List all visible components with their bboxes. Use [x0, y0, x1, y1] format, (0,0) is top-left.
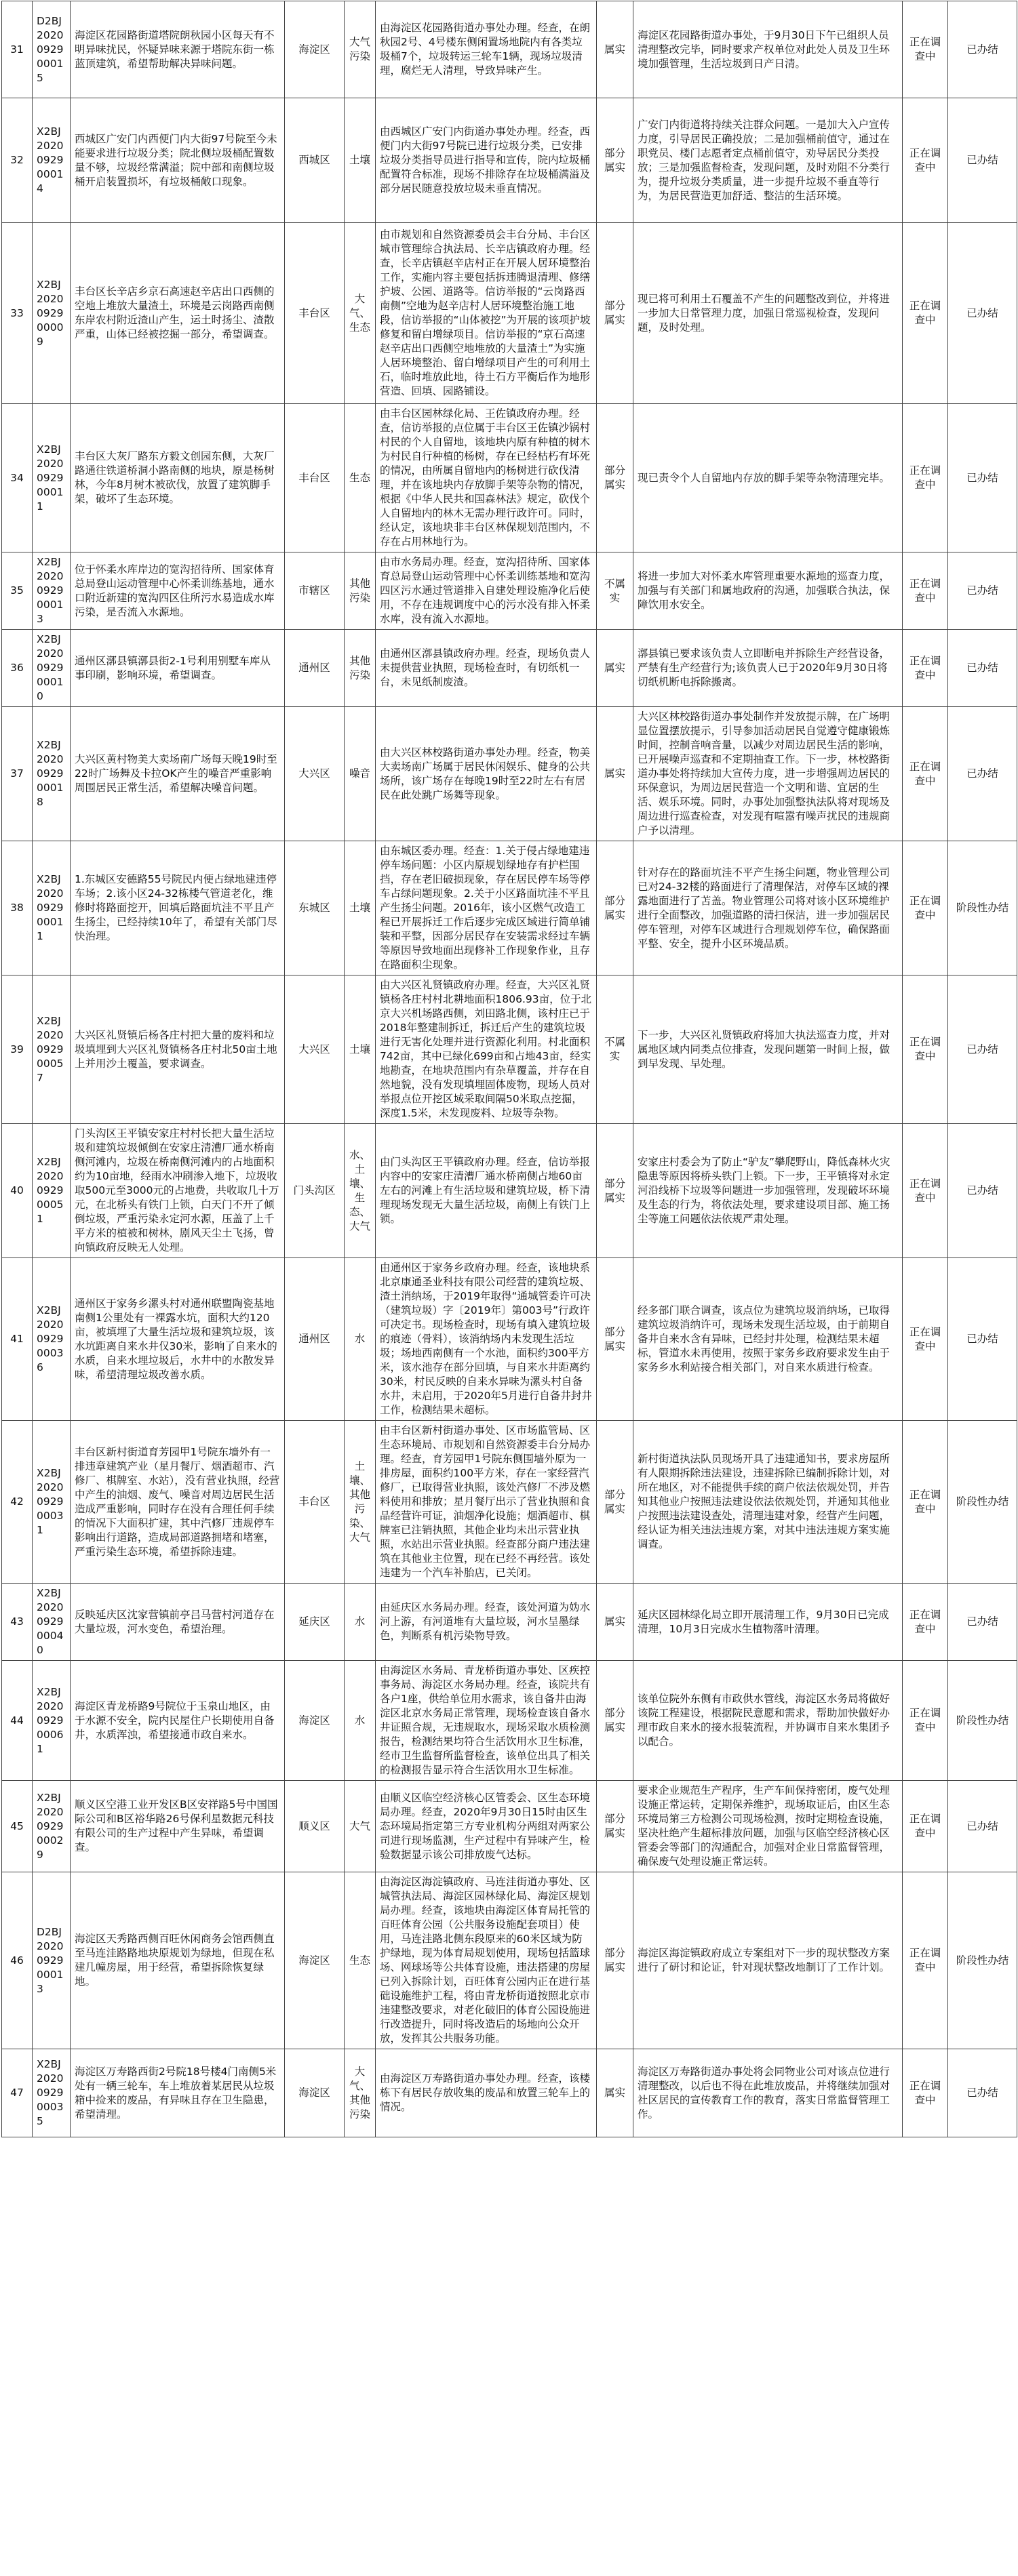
investigation-status: 正在调查中 — [903, 1, 948, 98]
complaint-text: 丰台区长辛店乡京石高速赵辛店出口西侧的空地上堆放大量渣土，环境是云岗路西南侧东岸农村附近渣山产生，运土时扬尘、渣散严重，山体已经被挖掘一部分，希望调查。 — [71, 223, 285, 404]
row-number: 44 — [2, 1661, 33, 1781]
remediation-action: 现已责令个人自留地内存放的脚手架等杂物清理完毕。 — [633, 404, 903, 552]
investigation-status: 正在调查中 — [903, 630, 948, 707]
row-number: 47 — [2, 2049, 33, 2137]
row-number: 41 — [2, 1258, 33, 1421]
case-id: X2BJ2020092900018 — [33, 707, 71, 841]
remediation-action: 安家庄村委会为了防止“驴友”攀爬野山，降低森林火灾隐患等原因将桥头铁门上锁。下一步，王平镇将对永定河沿线桥下垃圾等问题进一步加强管理，发现破坏环境及生态的行为，将依法处理，要求建设项目部、施工扬尘等施工问题依法依规严肃处理。 — [633, 1124, 903, 1258]
district: 海淀区 — [285, 1661, 345, 1781]
case-id: X2BJ2020092900036 — [33, 1258, 71, 1421]
case-id: D2BJ2020092900013 — [33, 1872, 71, 2049]
investigation-status: 正在调查中 — [903, 552, 948, 630]
pollution-type: 大气、其他污染 — [345, 2049, 376, 2137]
district: 市辖区 — [285, 552, 345, 630]
table-row — [2, 404, 1017, 552]
case-id: X2BJ2020092900010 — [33, 630, 71, 707]
remediation-action: 海淀区海淀镇政府成立专案组对下一步的现状整改方案进行了研讨和论证，针对现状整改地制订了工作计划。 — [633, 1872, 903, 2049]
remediation-action: 大兴区林校路街道办事处制作并发放提示牌，在广场明显位置摆放提示，引导参加活动居民自觉遵守健康锻炼时间，控制音响音量，以减少对周边居民生活的影响，已开展噪声巡查和不定期抽查工作。下一步，林校路街道办事处将持续加大宣传力度，进一步增强周边居民的环保意识，为周边居民营造一个文明和谐、宜居的生活、娱乐环境。同时，办事处加强整执法队将对现场及周边进行巡查检查，对发现有喧嚣有噪声扰民的违规商户予以清理。 — [633, 707, 903, 841]
remediation-action: 广安门内街道将持续关注群众问题。一是加大入户宣传力度，引导居民正确投放；二是加强桶前值守，通过在职党员、楼门志愿者定点桶前值守，劝导居民分类投放；三是加强监督检查，发现问题，及时劝阻不分类行为，提升垃圾分类质量，进一步提升垃圾不垂直等行为，为居民营造更加舒适、整洁的生活环境。 — [633, 98, 903, 223]
investigation-status: 正在调查中 — [903, 1661, 948, 1781]
investigation-status: 正在调查中 — [903, 1421, 948, 1584]
investigation-finding: 由通州区于家务乡政府办理。经查，该地块系北京康通圣业科技有限公司经营的建筑垃圾、渣土消纳场，于2019年取得“通城管委许可决（建筑垃圾）字〔2019年〕第003号”行政许可决定书。现场检查时，现场有填入建筑垃圾的痕迹（骨料），该消纳场内未发现生活垃圾；场地西南侧有一个水池，面积约300平方米，该水池存在部分回填，与自来水井距离约30米，村民反映的自来水异味为漯头村自备水井，未启用，于2020年5月进行自备井封井工作，检测结果未超标。 — [376, 1258, 597, 1421]
investigation-finding: 由市规划和自然资源委员会丰台分局、丰台区城市管理综合执法局、长辛店镇政府办理。经查，长辛店镇赵辛店村正在开展人居环境整治工作，实施内容主要包括拆违腾退清理、修缮护坡、公园、道路等。信访举报的“云岗路西南侧”空地为赵辛店村人居环境整治施工地段，信访举报的“山体被挖”为开展的该项护坡修复和留白增绿项目。信访举报的“京石高速赵辛店出口西侧空地堆放的大量渣土”为实施人居环境整治、留白增绿项目产生的可利用土石，临时堆放此地，待土石方平衡后作为地形营造、回填、园路铺设。 — [376, 223, 597, 404]
remediation-action: 将进一步加大对怀柔水库管理重要水源地的巡查力度，加强与有关部门和属地政府的沟通，加强联合执法，保障饮用水安全。 — [633, 552, 903, 630]
case-closure: 已办结 — [948, 1781, 1017, 1872]
verdict: 不属实 — [597, 975, 633, 1124]
table-row — [2, 552, 1017, 630]
row-number: 35 — [2, 552, 33, 630]
investigation-status: 正在调查中 — [903, 707, 948, 841]
verdict: 部分属实 — [597, 1124, 633, 1258]
table-row — [2, 1661, 1017, 1781]
case-closure: 阶段性办结 — [948, 1872, 1017, 2049]
investigation-status: 正在调查中 — [903, 841, 948, 975]
remediation-action: 现已将可利用土石覆盖不产生的问题整改到位，并将进一步加大日常管理力度，加强日常巡视检查，发现问题，及时处理。 — [633, 223, 903, 404]
investigation-finding: 由门头沟区王平镇政府办理。经查，信访举报内容中的安家庄清漕厂通水桥南侧占地60亩左右的河滩上有生活垃圾和建筑垃圾，桥下清理现场发现无大量生活垃圾，南侧上有铁门上锁。 — [376, 1124, 597, 1258]
row-number: 32 — [2, 98, 33, 223]
table-row — [2, 707, 1017, 841]
investigation-status: 正在调查中 — [903, 1872, 948, 2049]
verdict: 属实 — [597, 1, 633, 98]
row-number: 34 — [2, 404, 33, 552]
district: 丰台区 — [285, 404, 345, 552]
complaint-text: 通州区漷县镇漷县街2-1号利用别墅车库从事印刷，影响环境，希望调查。 — [71, 630, 285, 707]
remediation-action: 漷县镇已要求该负责人立即断电并拆除生产经营设备，严禁有生产经营行为;该负责人已于2020年9月30日将切纸机断电拆除搬离。 — [633, 630, 903, 707]
remediation-action: 下一步，大兴区礼贤镇政府将加大执法巡查力度，并对属地区域内同类点位排查，发现问题第一时间上报，做到早发现、早处理。 — [633, 975, 903, 1124]
row-number: 38 — [2, 841, 33, 975]
district: 海淀区 — [285, 1872, 345, 2049]
verdict: 属实 — [597, 707, 633, 841]
complaint-text: 大兴区黄村物美大卖场南广场每天晚19时至22时广场舞及卡拉OK产生的噪音严重影响周围居民正常生活，希望解决噪音问题。 — [71, 707, 285, 841]
district: 大兴区 — [285, 975, 345, 1124]
case-table — [1, 1, 1017, 2137]
complaint-text: 反映延庆区沈家营镇前亭吕马营村河道存在大量垃圾，河水变色，希望治理。 — [71, 1584, 285, 1661]
district: 丰台区 — [285, 1421, 345, 1584]
verdict: 部分属实 — [597, 841, 633, 975]
investigation-status: 正在调查中 — [903, 223, 948, 404]
table-row — [2, 1, 1017, 98]
case-closure: 已办结 — [948, 552, 1017, 630]
complaint-text: 通州区于家务乡漯头村对通州联盟陶瓷基地南侧1公里处有一裸露水坑，面积大约120亩，被填埋了大量生活垃圾和建筑垃圾，该水坑距离自来水井仅30米，影响了自来水的水质，自来水埋垃圾后，水井中的水散发异味，希望清理垃圾改善水质。 — [71, 1258, 285, 1421]
case-id: X2BJ2020092900011 — [33, 841, 71, 975]
case-closure: 已办结 — [948, 1258, 1017, 1421]
row-number: 33 — [2, 223, 33, 404]
row-number: 46 — [2, 1872, 33, 2049]
verdict: 部分属实 — [597, 1781, 633, 1872]
district: 延庆区 — [285, 1584, 345, 1661]
investigation-status: 正在调查中 — [903, 2049, 948, 2137]
row-number: 37 — [2, 707, 33, 841]
pollution-type: 其他污染 — [345, 630, 376, 707]
table-row — [2, 841, 1017, 975]
case-closure: 阶段性办结 — [948, 1661, 1017, 1781]
district: 通州区 — [285, 630, 345, 707]
investigation-status: 正在调查中 — [903, 98, 948, 223]
case-id: X2BJ2020092900014 — [33, 98, 71, 223]
verdict: 部分属实 — [597, 404, 633, 552]
case-id: X2BJ2020092900011 — [33, 404, 71, 552]
verdict: 部分属实 — [597, 1421, 633, 1584]
remediation-action: 海淀区万寿路街道办事处将会同物业公司对该点位进行清理整改，以后也不得在此堆放废品，并将继续加强对社区居民的宣传教育工作的教育，落实日常监督管理工作。 — [633, 2049, 903, 2137]
pollution-type: 水 — [345, 1584, 376, 1661]
remediation-action: 海淀区花园路街道办事处，于9月30日下午已组织人员清理整改完毕，同时要求产权单位对此处人员及卫生环境加强管理，生活垃圾到日产日清。 — [633, 1, 903, 98]
investigation-status: 正在调查中 — [903, 1258, 948, 1421]
pollution-type: 土壤 — [345, 975, 376, 1124]
pollution-type: 其他污染 — [345, 552, 376, 630]
remediation-action: 新村街道执法队员现场开具了违建通知书，要求房屋所有人限期拆除违法建设，违建拆除已编制拆除计划，对所在地区，对不能提供手续的商户依法依规处罚，并告知其他业户按照违法建设依法依规处罚，并通知其他业户按照违法建设查处，清理违建对象，经营产生问题，经认证为相关违法违规方案，对其中违法违规方案实施调查。 — [633, 1421, 903, 1584]
complaint-text: 海淀区万寿路西街2号院18号楼4门南侧5米处有一辆三轮车，车上堆放着某居民从垃圾箱中捡来的废品，有异味且存在卫生隐患，希望清理。 — [71, 2049, 285, 2137]
table-row — [2, 1258, 1017, 1421]
investigation-finding: 由海淀区海淀镇政府、马连洼街道办事处、区城管执法局、海淀区园林绿化局、海淀区规划局办理。经查，该地块由海淀区体育局托管的百旺体育公园（公共服务设施配套项目）使用，马连洼路北侧东段原来的60米区域为防护绿地，现为体育局规划使用，现场包括篮球场、网球场等公共体育设施，违法搭建的房屋已列入拆除计划，百旺体育公园内正在进行基础设施维护工程，将由青龙桥街道按照北京市违建整改要求，对老化破旧的体育公园设施进行改造提升，同时将改造后的场地向公众开放，发挥其公共服务功能。 — [376, 1872, 597, 2049]
district: 海淀区 — [285, 1, 345, 98]
case-closure: 阶段性办结 — [948, 1421, 1017, 1584]
case-id: X2BJ2020092900035 — [33, 2049, 71, 2137]
table-row — [2, 1124, 1017, 1258]
investigation-finding: 由海淀区万寿路街道办事处办理。经查，该楼栋下有居民存放收集的废品和放置三轮车上的情况。 — [376, 2049, 597, 2137]
table-row — [2, 1872, 1017, 2049]
complaint-text: 丰台区大灰厂路东方毅文创园东侧，大灰厂路通往铁道桥洞小路南侧的地块，原是杨树林，今年8月树木被砍伐，放置了建筑脚手架，破坏了生态环境。 — [71, 404, 285, 552]
case-closure: 阶段性办结 — [948, 841, 1017, 975]
remediation-action: 该单位院外东侧有市政供水管线，海淀区水务局将做好该院工程建设，根据院民意愿和需求，帮助加快做好办理市政自来水的接水报装流程，并协调市自来水集团予以配合。 — [633, 1661, 903, 1781]
verdict: 属实 — [597, 1584, 633, 1661]
pollution-type: 噪音 — [345, 707, 376, 841]
investigation-finding: 由大兴区林校路街道办事处办理。经查，物美大卖场南广场属于居民休闲娱乐、健身的公共场所，该广场存在每晚19时至22时左右有居民在此处跳广场舞等现象。 — [376, 707, 597, 841]
case-closure: 已办结 — [948, 975, 1017, 1124]
row-number: 36 — [2, 630, 33, 707]
case-closure: 已办结 — [948, 404, 1017, 552]
investigation-finding: 由丰台区新村街道办事处、区市场监管局、区生态环境局、市规划和自然资源委丰台分局办理。经查，育芳园甲1号院东侧围墙外原为一排房屋，面积约100平方米，存在一家经营汽修厂，已取得营业执照，该处汽修厂不涉及燃料使用和排放；星月餐厅出示了营业执照和食品经营许可证，油烟净化设施；烟酒超市、棋牌室已注销执照，其他企业均未出示营业执照，水站出示营业执照。经查部分商户违法建筑在其他业主位置，现在已经不再经营。该处违建为一个汽车补胎店，已关闭。 — [376, 1421, 597, 1584]
table-row — [2, 1781, 1017, 1872]
remediation-action: 延庆区园林绿化局立即开展清理工作，9月30日已完成清理，10月3日完成水生植物落叶清理。 — [633, 1584, 903, 1661]
case-id: X2BJ2020092900031 — [33, 1421, 71, 1584]
investigation-finding: 由西城区广安门内街道办事处办理。经查，西便门内大街97号院已进行垃圾分类，已安排垃圾分类指导员进行指导和宣传，院内垃圾桶配置符合标准，现场不排除存在垃圾桶满溢及部分居民随意投放垃圾未垂直情况。 — [376, 98, 597, 223]
case-id: X2BJ2020092900040 — [33, 1584, 71, 1661]
verdict: 属实 — [597, 2049, 633, 2137]
verdict: 部分属实 — [597, 1872, 633, 2049]
investigation-finding: 由丰台区园林绿化局、王佐镇政府办理。经查，信访举报的点位属于丰台区王佐镇沙锅村村民的个人自留地，该地块内原有种植的树木为村民自行种植的杨树，存在已经枯朽有坏死的情况，由所属自留地内的杨树进行砍伐清理，并在该地块内存放脚手架等杂物的情况，根据《中华人民共和国森林法》规定，砍伐个人自留地内的林木无需办理行政许可。同时，经认定，该地块非丰台区林保规划范围内，不存在占用林地行为。 — [376, 404, 597, 552]
district: 门头沟区 — [285, 1124, 345, 1258]
case-closure: 已办结 — [948, 707, 1017, 841]
row-number: 43 — [2, 1584, 33, 1661]
district: 丰台区 — [285, 223, 345, 404]
investigation-status: 正在调查中 — [903, 1124, 948, 1258]
investigation-finding: 由延庆区水务局办理。经查，该处河道为妫水河上游，有河道堆有大量垃圾，河水呈墨绿色，判断系有机污染物导致。 — [376, 1584, 597, 1661]
row-number: 45 — [2, 1781, 33, 1872]
table-row — [2, 1421, 1017, 1584]
case-closure: 已办结 — [948, 223, 1017, 404]
pollution-type: 土壤 — [345, 841, 376, 975]
pollution-type: 水 — [345, 1258, 376, 1421]
table-row — [2, 975, 1017, 1124]
pollution-type: 土壤 — [345, 98, 376, 223]
case-table-body — [2, 1, 1017, 2137]
complaint-text: 大兴区礼贤镇后杨各庄村把大量的废料和垃圾填埋到大兴区礼贤镇杨各庄村北50亩土地上并用沙土覆盖，要求调查。 — [71, 975, 285, 1124]
complaint-text: 海淀区天秀路西侧百旺休闲商务会馆西侧直至马连洼路路地块原规划为绿地，但现在私建几幢房屋，用于经营，希望拆除恢复绿地。 — [71, 1872, 285, 2049]
case-closure: 已办结 — [948, 1124, 1017, 1258]
row-number: 42 — [2, 1421, 33, 1584]
verdict: 部分属实 — [597, 98, 633, 223]
investigation-finding: 由东城区委办理。经查：1.关于侵占绿地建违停车场问题：小区内原规划绿地存有护栏围挡，存在老旧破损现象，存在居民停车场等停车占绿问题现象。2.关于小区路面坑洼不平且产生扬尘问题。2016年，该小区燃气改造工程已开展拆迁工作后逐步完成区域进行简单铺装和平整，因部分居民存在安装需求经过车辆等原因导致地面出现修补工作现象作业，且存在路面积尘现象。 — [376, 841, 597, 975]
investigation-finding: 由顺义区临空经济核心区管委会、区生态环境局办理。经查，2020年9月30日15时由区生态环境局指定第三方专业机构分两组对两家公司进行现场监测，生产过程中有异味产生，检验数据显示该公司排放废气达标。 — [376, 1781, 597, 1872]
verdict: 属实 — [597, 630, 633, 707]
verdict: 部分属实 — [597, 1661, 633, 1781]
case-id: X2BJ2020092900061 — [33, 1661, 71, 1781]
case-id: X2BJ2020092900057 — [33, 975, 71, 1124]
table-row — [2, 630, 1017, 707]
investigation-finding: 由海淀区水务局、青龙桥街道办事处、区疾控事务局、海淀区水务局办理。经查，该院共有各户1座，供给单位用水需求，该自备井由海淀区北京水务局正常管理，现场检查该自备水井证照合规，无违规取水，现场采取水质检测报告，检测结果均符合生活饮用水卫生标准，经市卫生监督所监督检查，该单位出具了相关的检测报告显示符合生活饮用水卫生标准。 — [376, 1661, 597, 1781]
case-closure: 已办结 — [948, 630, 1017, 707]
investigation-finding: 由大兴区礼贤镇政府办理。经查，大兴区礼贤镇杨各庄村村北耕地面积1806.93亩，位于北京大兴机场路西侧，刘田路北侧，该村庄已于2018年整建制拆迁，拆迁后产生的建筑垃圾进行无害化处理并进行资源化利用。村北面积742亩，其中已绿化699亩和占地43亩，经实地勘查，在地块范围内有杂草覆盖，并存在自然地貌，没有发现填埋固体废物，现场人员对举报点位开挖区域采取间隔50米取点挖掘，深度1.5米，未发现废料、垃圾等杂物。 — [376, 975, 597, 1124]
pollution-type: 水 — [345, 1661, 376, 1781]
case-closure: 已办结 — [948, 1584, 1017, 1661]
complaint-text: 海淀区青龙桥路9号院位于玉泉山地区，由于水源不安全，院内民屋住户长期使用自备井，水质浑浊，希望接通市政自来水。 — [71, 1661, 285, 1781]
table-row — [2, 1584, 1017, 1661]
complaint-text: 位于怀柔水库岸边的宽沟招待所、国家体育总局登山运动管理中心怀柔训练基地，通水口附近新建的宽沟四区住所污水易造成水库污染，是否流入水源地。 — [71, 552, 285, 630]
row-number: 39 — [2, 975, 33, 1124]
district: 顺义区 — [285, 1781, 345, 1872]
row-number: 31 — [2, 1, 33, 98]
case-id: X2BJ2020092900029 — [33, 1781, 71, 1872]
case-id: D2BJ2020092900015 — [33, 1, 71, 98]
pollution-type: 土壤、其他污染、大气 — [345, 1421, 376, 1584]
investigation-status: 正在调查中 — [903, 1781, 948, 1872]
pollution-type: 生态 — [345, 404, 376, 552]
complaint-text: 门头沟区王平镇安家庄村村长把大量生活垃圾和建筑垃圾倾倒在安家庄清漕厂通水桥南侧河滩内，垃圾在桥南侧河滩内的占地面积约为10亩地，经雨水冲刷渗入地下，垃圾收取500元至3000元的占地费，共收取几十万元，在北桥头有铁门上锁，白天门不开了倾倒垃圾，严重污染永定河水源，压盖了上千平方米的植被和树林，剧风天尘土飞扬，曾向镇政府反映无人处理。 — [71, 1124, 285, 1258]
pollution-type: 生态 — [345, 1872, 376, 2049]
complaint-text: 顺义区空港工业开发区B区安祥路5号中国国际公司和B区裕华路26号保利星数据元科技有限公司的生产过程中产生异味，希望调查。 — [71, 1781, 285, 1872]
verdict: 部分属实 — [597, 1258, 633, 1421]
district: 西城区 — [285, 98, 345, 223]
district: 东城区 — [285, 841, 345, 975]
district: 大兴区 — [285, 707, 345, 841]
case-closure: 已办结 — [948, 1, 1017, 98]
table-row — [2, 2049, 1017, 2137]
remediation-action: 要求企业规范生产程序，生产车间保持密闭，废气处理设施正常运转，定期保养维护，现场取证后，由区生态环境局第三方检测公司现场检测，按时定期检查设施，坚决杜绝产生超标排放问题，加强与区临空经济核心区管委会等部门的沟通配合，加强对企业日常监督管理，确保废气处理设施正常运转。 — [633, 1781, 903, 1872]
investigation-status: 正在调查中 — [903, 975, 948, 1124]
investigation-finding: 由通州区漷县镇政府办理。经查，现场负责人未提供营业执照，现场检查时，有切纸机一台，未见纸制废渣。 — [376, 630, 597, 707]
remediation-action: 经多部门联合调查，该点位为建筑垃圾消纳场，已取得建筑垃圾消纳许可，现场未发现生活垃圾，由于前期自备井自来水含有异味，已经封井处理，检测结果未超标，管道水未再使用，按照于家务乡政府要求发生由于家务乡水利站接合相关部门，对自来水质进行检查。 — [633, 1258, 903, 1421]
case-closure: 已办结 — [948, 98, 1017, 223]
pollution-type: 水、土壤、生态、大气 — [345, 1124, 376, 1258]
case-closure: 已办结 — [948, 2049, 1017, 2137]
pollution-type: 大气 — [345, 1781, 376, 1872]
pollution-type: 大气、生态 — [345, 223, 376, 404]
case-id: X2BJ2020092900013 — [33, 552, 71, 630]
verdict: 部分属实 — [597, 223, 633, 404]
pollution-type: 大气污染 — [345, 1, 376, 98]
district: 通州区 — [285, 1258, 345, 1421]
table-row — [2, 223, 1017, 404]
complaint-text: 丰台区新村街道育芳园甲1号院东墙外有一排违章建筑产业（星月餐厅、烟酒超市、汽修厂、棋牌室、水站），没有营业执照，经营中产生的油烟、废气、噪音对周边居民生活造成严重影响，同时存在没有合理任何手续的情况下大面积扩建，其中汽修厂违规停车影响出行道路，造成局部道路拥堵和堵塞，严重污染生态环境，希望拆除违建。 — [71, 1421, 285, 1584]
complaint-text: 1.东城区安德路55号院民内便占绿地建违停车场；2.该小区24-32栋楼气管道老化，维修时将路面挖开，回填后路面坑洼不平且产生扬尘，已经持续10年了，希望有关部门尽快治理。 — [71, 841, 285, 975]
case-id: X2BJ2020092900051 — [33, 1124, 71, 1258]
verdict: 不属实 — [597, 552, 633, 630]
case-id: X2BJ2020092900009 — [33, 223, 71, 404]
investigation-finding: 由市水务局办理。经查，宽沟招待所、国家体育总局登山运动管理中心怀柔训练基地和宽沟四区污水通过管道排入自建处理设施净化后使用，不存在违规调度中心的污水没有排入怀柔水库，没有流入水源地。 — [376, 552, 597, 630]
complaint-text: 海淀区花园路街道塔院朗秋园小区每天有不明异味扰民，怀疑异味来源于塔院东街一栋蓝顶建筑，希望帮助解决异味问题。 — [71, 1, 285, 98]
complaint-text: 西城区广安门内西便门内大街97号院至今未能要求进行垃圾分类；院北侧垃圾桶配置数量不够，垃圾经常满溢；院中部和南侧垃圾桶开启装置损坏，有垃圾桶敞口现象。 — [71, 98, 285, 223]
remediation-action: 针对存在的路面坑洼不平产生扬尘问题，物业管理公司已对24-32楼的路面进行了清理保洁，对停车区域的裸露地面进行了苫盖。物业管理公司将对该小区环境维护进行全面整改，加强道路的清扫保洁，进一步加强居民停车管理，对停车区域进行合理规划停车位，确保路面平整、安全，提升小区环境品质。 — [633, 841, 903, 975]
district: 海淀区 — [285, 2049, 345, 2137]
investigation-status: 正在调查中 — [903, 404, 948, 552]
table-row — [2, 98, 1017, 223]
row-number: 40 — [2, 1124, 33, 1258]
investigation-finding: 由海淀区花园路街道办事处办理。经查，在朗秋园2号、4号楼东侧闲置场地院内有各类垃圾桶7个，垃圾转运三轮车1辆，现场垃圾清理，腐烂无人清理，导致异味产生。 — [376, 1, 597, 98]
investigation-status: 正在调查中 — [903, 1584, 948, 1661]
